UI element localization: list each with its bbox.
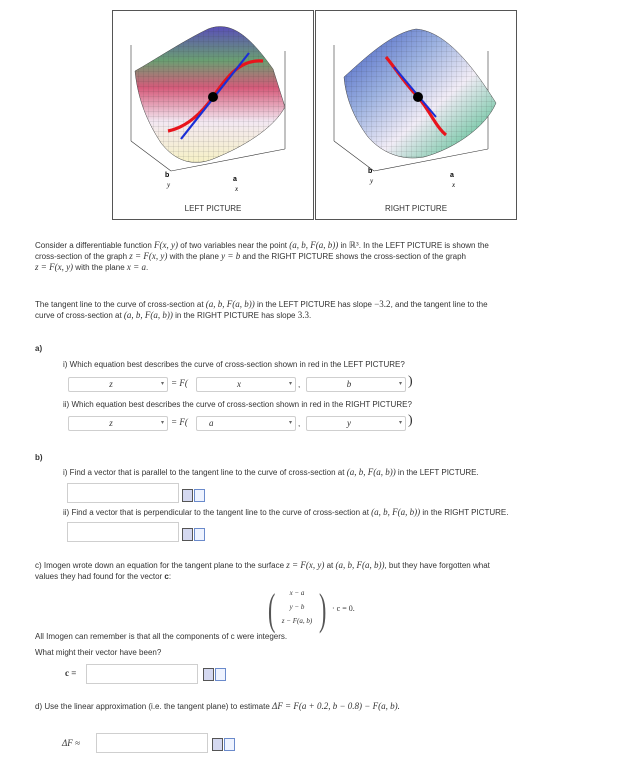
a1-eq-text: = F(	[171, 378, 188, 388]
preview-icon[interactable]	[224, 738, 235, 751]
right-axis-b: b	[368, 168, 373, 175]
b2-answer-input[interactable]	[67, 522, 179, 542]
part-d-question: d) Use the linear approximation (i.e. the tangent plane) to estimate ΔF = F(a + 0.2, b − 0.8) − F(a, b).	[35, 701, 400, 711]
part-a-question-2: ii) Which equation best describes the curve of cross-section shown in red in the RIGHT PICTURE?	[63, 400, 412, 409]
a2-eq-text: = F(	[171, 417, 188, 427]
a1-select-arg1[interactable]: x ▾	[196, 377, 296, 392]
chevron-down-icon: ▾	[288, 420, 292, 426]
part-b-label: b)	[35, 453, 43, 462]
delta-f-label: ΔF ≈	[62, 738, 80, 748]
left-picture-panel	[112, 10, 314, 220]
chevron-down-icon: ▾	[160, 420, 164, 426]
right-surface-plot	[316, 11, 516, 201]
a2-select-arg1[interactable]: a ▾	[196, 416, 296, 431]
left-picture-label: LEFT PICTURE	[184, 204, 242, 213]
chevron-down-icon: ▾	[398, 381, 402, 387]
a1-close-paren: )	[408, 374, 413, 389]
chevron-down-icon: ▾	[288, 381, 292, 387]
part-c-paragraph: c) Imogen wrote down an equation for the tangent plane to the surface z = F(x, y) at (a, b, F(a, b)), but they have forgotten what values they had found for the vector c:	[35, 560, 490, 581]
matrix-row-1: x − a	[289, 589, 305, 597]
a1-select-arg2[interactable]: b ▾	[306, 377, 406, 392]
left-axis-a: a	[233, 176, 237, 183]
delta-f-answer-input[interactable]	[96, 733, 208, 753]
a2-select-arg2[interactable]: y ▾	[306, 416, 406, 431]
part-c-line-4: What might their vector have been?	[35, 648, 162, 657]
preview-icon[interactable]	[215, 668, 226, 681]
chevron-down-icon: ▾	[398, 420, 402, 426]
chevron-down-icon: ▾	[160, 381, 164, 387]
preview-icon[interactable]	[194, 489, 205, 502]
matrix-editor-icon[interactable]	[182, 489, 193, 502]
preview-icon[interactable]	[194, 528, 205, 541]
part-b-question-2: ii) Find a vector that is perpendicular to the tangent line to the curve of cross-section at (a, b, F(a, b)) in the RIGHT PICTURE.	[63, 507, 509, 517]
matrix-editor-icon[interactable]	[212, 738, 223, 751]
matrix-editor-icon[interactable]	[203, 668, 214, 681]
c-label: c =	[65, 668, 77, 678]
right-axis-y: y	[370, 177, 374, 185]
left-surface-plot	[113, 11, 313, 201]
right-axis-x: x	[452, 181, 456, 189]
a2-select-lhs[interactable]: z ▾	[68, 416, 168, 431]
left-axis-b: b	[165, 172, 170, 179]
dot-product-text: · c = 0.	[332, 604, 355, 613]
vector-matrix: ( x − a y − b z − F(a, b) )	[268, 585, 327, 634]
a1-comma: ,	[298, 380, 301, 389]
slopes-paragraph: The tangent line to the curve of cross-section at (a, b, F(a, b)) in the LEFT PICTURE has slope −3.2, and the tangent line to the curve of cross-section at (a, b, F(a, b)) in the RIGHT PICTURE has slope 3.3.	[35, 299, 488, 320]
left-axis-x: x	[235, 185, 239, 193]
intro-paragraph: Consider a differentiable function F(x, y) of two variables near the point (a, b, F(a, b)) in ℝ³. In the LEFT PICTURE is shown the cross-section of the graph z = F(x, y) with the plane y = b and the RIGHT PICTURE shows the cross-section of the graph z = F(x, y) with the plane x = a.	[35, 240, 489, 272]
left-axis-y: y	[167, 181, 171, 189]
b1-answer-input[interactable]	[67, 483, 179, 503]
part-b-question-1: i) Find a vector that is parallel to the tangent line to the curve of cross-section at (a, b, F(a, b)) in the LEFT PICTURE.	[63, 467, 479, 477]
part-c-line-3: All Imogen can remember is that all the components of c were integers.	[35, 632, 288, 641]
right-picture-label: RIGHT PICTURE	[384, 204, 448, 213]
right-picture-panel	[315, 10, 517, 220]
part-a-label: a)	[35, 344, 43, 353]
matrix-editor-icon[interactable]	[182, 528, 193, 541]
a2-close-paren: )	[408, 413, 413, 428]
right-axis-a: a	[450, 172, 454, 179]
matrix-row-2: y − b	[289, 603, 305, 611]
c-answer-input[interactable]	[86, 664, 198, 684]
a1-select-lhs[interactable]: z ▾	[68, 377, 168, 392]
part-a-question-1: i) Which equation best describes the curve of cross-section shown in red in the LEFT PICTURE?	[63, 360, 405, 369]
matrix-row-3: z − F(a, b)	[281, 617, 313, 625]
a2-comma: ,	[298, 419, 301, 428]
